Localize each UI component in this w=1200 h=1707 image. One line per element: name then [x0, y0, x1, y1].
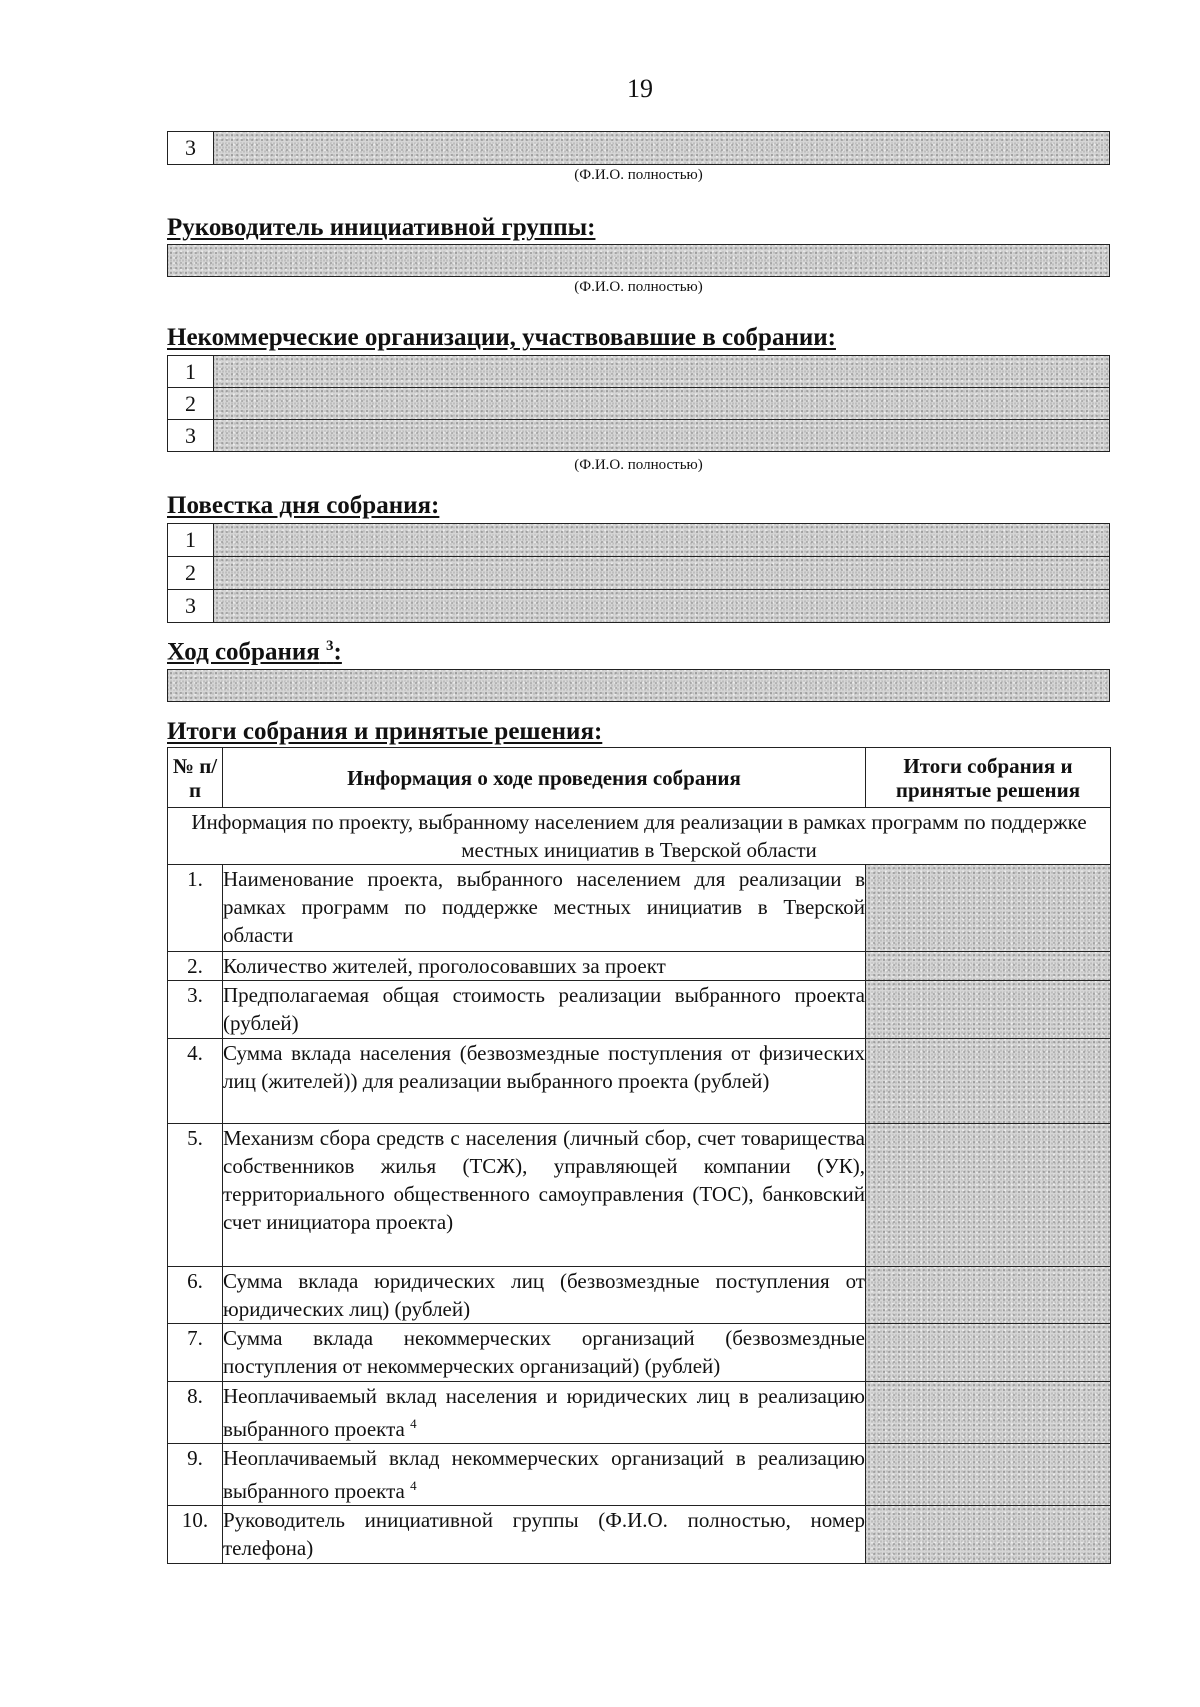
result-field[interactable] [866, 952, 1111, 981]
page-number: 19 [627, 74, 653, 103]
row-index: 3. [168, 981, 223, 1039]
fill-field[interactable] [214, 557, 1110, 590]
row-number: 3 [168, 132, 214, 165]
fill-field[interactable] [214, 420, 1110, 452]
row-number: 2 [168, 557, 214, 590]
fill-field[interactable] [214, 356, 1110, 388]
result-field[interactable] [866, 1124, 1111, 1267]
header-outcome: Итоги собрания и принятые решения [866, 748, 1111, 808]
leader-field[interactable] [168, 245, 1110, 277]
row-text [223, 1382, 866, 1444]
result-field[interactable] [866, 865, 1111, 952]
fill-field[interactable] [214, 590, 1110, 623]
row-text: Наименование проекта, выбранного населением для реализации в рамках программ по поддержке местных инициатив в Тверской области [223, 865, 866, 952]
result-field[interactable] [866, 1324, 1111, 1382]
row-number: 1 [168, 524, 214, 557]
results-heading: Итоги собрания и принятые решения: [167, 718, 603, 745]
row-text [223, 1444, 866, 1506]
progress-heading [167, 638, 342, 666]
progress-heading-colon: : [333, 638, 342, 666]
fill-field[interactable] [214, 388, 1110, 420]
footnote-marker: 4 [410, 1478, 417, 1493]
result-field[interactable] [866, 1506, 1111, 1564]
footnote-marker: 4 [410, 1416, 417, 1431]
header-info: Информация о ходе проведения собрания [223, 748, 866, 808]
result-field[interactable] [866, 1382, 1111, 1444]
row-text: Руководитель инициативной группы (Ф.И.О. полностью, номер телефона) [223, 1506, 866, 1564]
row-index: 6. [168, 1267, 223, 1324]
footnote-marker: 3 [326, 638, 334, 654]
fio-caption: (Ф.И.О. полностью) [574, 279, 703, 295]
row-index: 4. [168, 1039, 223, 1124]
header-number: № п/п [168, 748, 223, 808]
fill-field[interactable] [214, 524, 1110, 557]
progress-field[interactable] [168, 670, 1110, 702]
fill-field[interactable] [214, 132, 1110, 165]
result-field[interactable] [866, 1039, 1111, 1124]
fio-caption: (Ф.И.О. полностью) [574, 457, 703, 473]
row-text: Предполагаемая общая стоимость реализации выбранного проекта (рублей) [223, 981, 866, 1039]
row-index: 7. [168, 1324, 223, 1382]
progress-heading-text: Ход собрания [167, 638, 320, 666]
result-field[interactable] [866, 981, 1111, 1039]
row-index: 5. [168, 1124, 223, 1267]
ngo-heading: Некоммерческие организации, участвовавшие в собрании: [167, 324, 836, 351]
row-number: 2 [168, 388, 214, 420]
row-text: Механизм сбора средств с населения (личный сбор, счет товарищества собственников жилья (ТСЖ), управляющей компании (УК), территориального общественного самоуправления (ТОС), банковский счет инициатора проекта) [223, 1124, 866, 1267]
leader-field-table [167, 244, 1110, 277]
row-text-body: Неоплачиваемый вклад некоммерческих организаций в реализацию выбранного проекта [223, 1446, 865, 1503]
row-number: 3 [168, 420, 214, 452]
row-text: Количество жителей, проголосовавших за проект [223, 952, 866, 981]
agenda-heading: Повестка дня собрания: [167, 492, 440, 519]
row-index: 8. [168, 1382, 223, 1444]
members-table [167, 131, 1110, 165]
row-index: 2. [168, 952, 223, 981]
result-field[interactable] [866, 1444, 1111, 1506]
leader-heading: Руководитель инициативной группы: [167, 214, 596, 241]
ngo-table [167, 355, 1110, 452]
agenda-table [167, 523, 1110, 623]
row-index: 1. [168, 865, 223, 952]
progress-field-table [167, 669, 1110, 702]
section-title: Информация по проекту, выбранному населением для реализации в рамках программ по поддержке местных инициатив в Тверской области [168, 808, 1111, 865]
result-field[interactable] [866, 1267, 1111, 1324]
row-text: Сумма вклада населения (безвозмездные поступления от физических лиц (жителей)) для реализации выбранного проекта (рублей) [223, 1039, 866, 1124]
results-table [167, 747, 1111, 1564]
row-text-body: Неоплачиваемый вклад населения и юридических лиц в реализацию выбранного проекта [223, 1384, 865, 1441]
row-index: 10. [168, 1506, 223, 1564]
fio-caption: (Ф.И.О. полностью) [574, 167, 703, 183]
row-number: 1 [168, 356, 214, 388]
row-text: Сумма вклада некоммерческих организаций (безвозмездные поступления от некоммерческих организаций) (рублей) [223, 1324, 866, 1382]
row-text: Сумма вклада юридических лиц (безвозмездные поступления от юридических лиц) (рублей) [223, 1267, 866, 1324]
row-index: 9. [168, 1444, 223, 1506]
row-number: 3 [168, 590, 214, 623]
